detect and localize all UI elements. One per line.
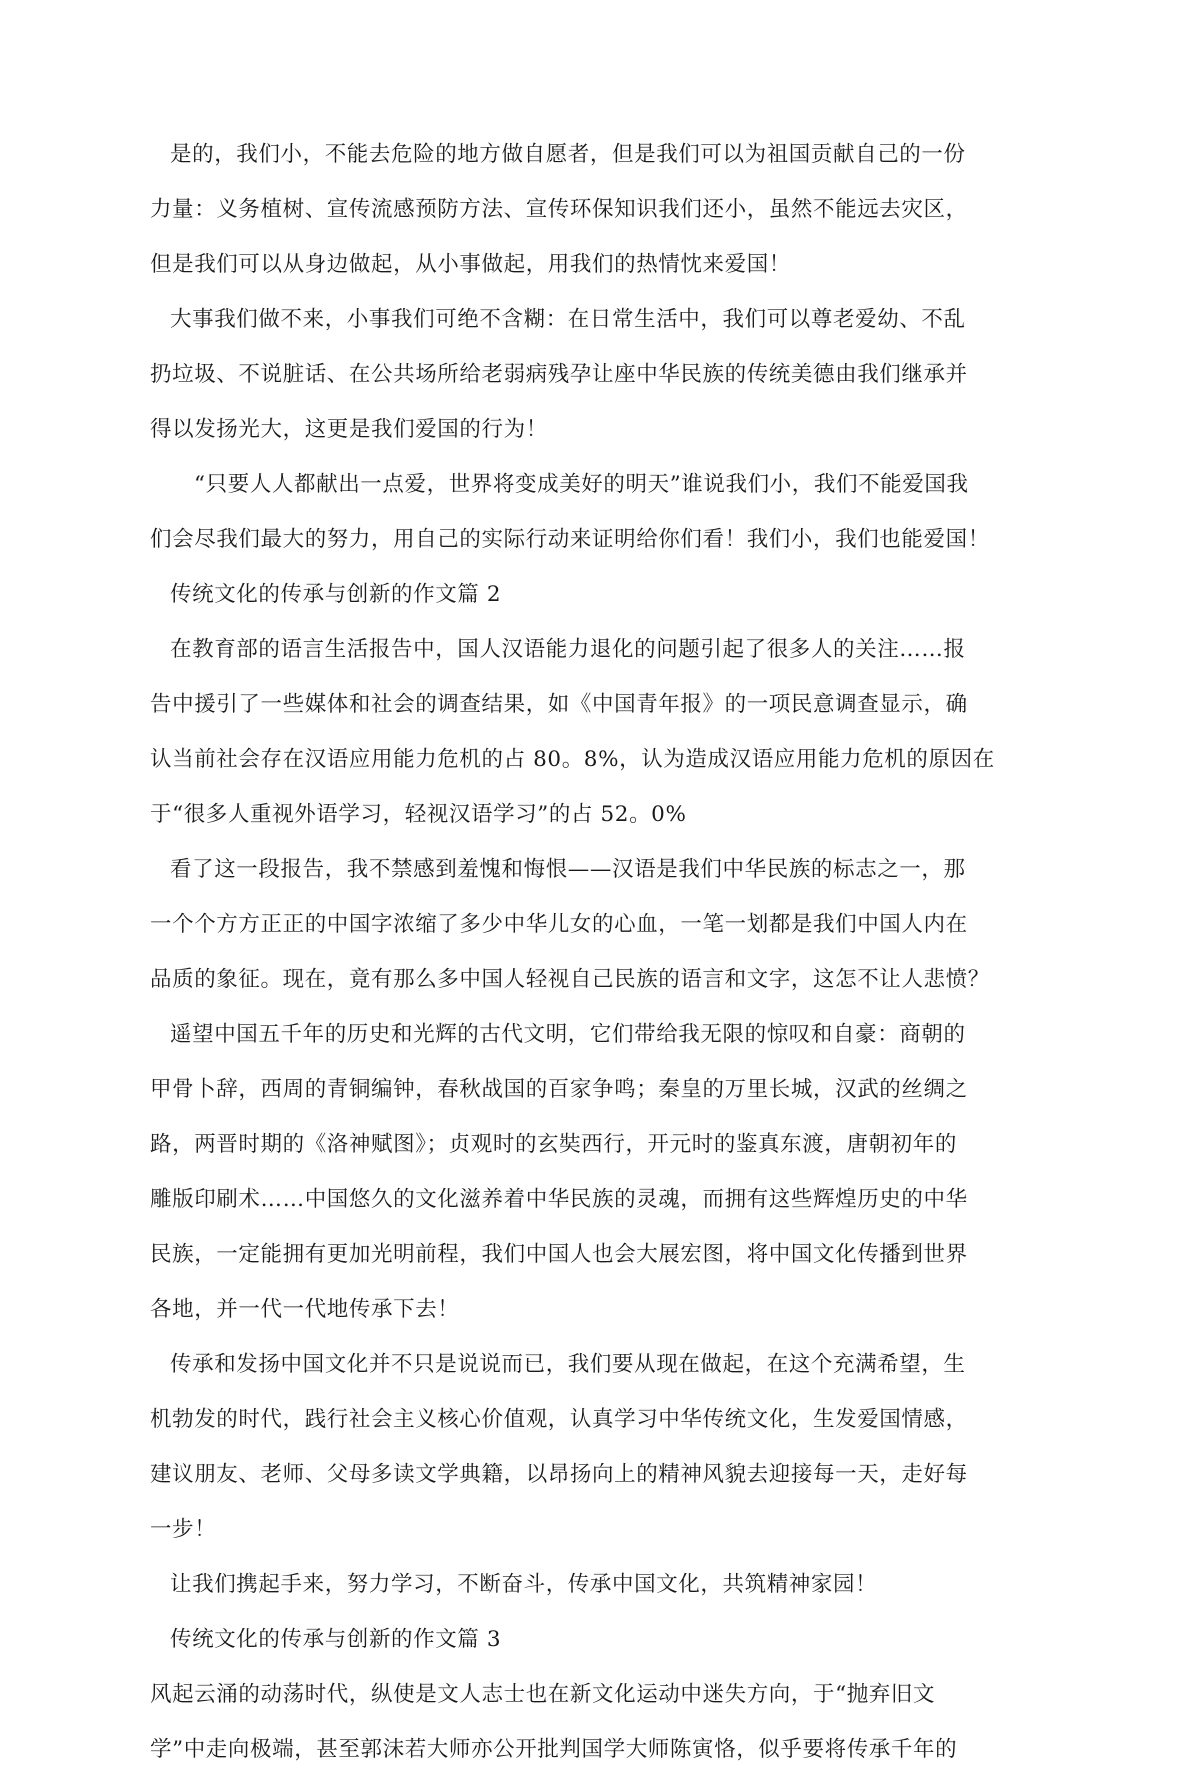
text-line: 雕版印刷术……中国悠久的文化滋养着中华民族的灵魂，而拥有这些辉煌历史的中华	[150, 1187, 968, 1212]
text-line: 大事我们做不来，小事我们可绝不含糊：在日常生活中，我们可以尊老爱幼、不乱	[170, 307, 966, 332]
section-heading: 传统文化的传承与创新的作文篇 2	[170, 582, 502, 607]
text-line: 传承和发扬中国文化并不只是说说而已，我们要从现在做起，在这个充满希望，生	[170, 1352, 966, 1377]
text-line: 遥望中国五千年的历史和光辉的古代文明，它们带给我无限的惊叹和自豪：商朝的	[170, 1022, 966, 1047]
body-text	[150, 134, 1050, 1784]
text-line: 一步！	[150, 1517, 217, 1542]
text-line: 看了这一段报告，我不禁感到羞愧和悔恨——汉语是我们中华民族的标志之一，那	[170, 857, 966, 882]
text-line: 学”中走向极端，甚至郭沫若大师亦公开批判国学大师陈寅恪，似乎要将传承千年的	[150, 1737, 958, 1762]
text-line: 品质的象征。现在，竟有那么多中国人轻视自己民族的语言和文字，这怎不让人悲愤？	[150, 967, 990, 992]
text-line: 认当前社会存在汉语应用能力危机的占 80。8%，认为造成汉语应用能力危机的原因在	[150, 747, 995, 772]
text-line: 一个个方方正正的中国字浓缩了多少中华儿女的心血，一笔一划都是我们中国人内在	[150, 912, 968, 937]
text-line: 路，两晋时期的《洛神赋图》；贞观时的玄奘西行，开元时的鉴真东渡，唐朝初年的	[150, 1132, 957, 1157]
text-line: 得以发扬光大，这更是我们爱国的行为！	[150, 417, 548, 442]
text-line: 扔垃圾、不说脏话、在公共场所给老弱病残孕让座中华民族的传统美德由我们继承并	[150, 362, 968, 387]
text-line: 但是我们可以从身边做起，从小事做起，用我们的热情忱来爱国！	[150, 252, 791, 277]
text-line: 于“很多人重视外语学习，轻视汉语学习”的占 52。0%	[150, 802, 687, 827]
text-line: 甲骨卜辞，西周的青铜编钟，春秋战国的百家争鸣；秦皇的万里长城，汉武的丝绸之	[150, 1077, 968, 1102]
text-line: 风起云涌的动荡时代，纵使是文人志士也在新文化运动中迷失方向，于“抛弃旧文	[150, 1682, 936, 1707]
text-line: 是的，我们小，不能去危险的地方做自愿者，但是我们可以为祖国贡献自己的一份	[170, 142, 966, 167]
text-line: 各地，并一代一代地传承下去！	[150, 1297, 460, 1322]
text-line: 在教育部的语言生活报告中，国人汉语能力退化的问题引起了很多人的关注……报	[170, 637, 966, 662]
text-line: 力量：义务植树、宣传流感预防方法、宣传环保知识我们还小，虽然不能远去灾区，	[150, 197, 968, 222]
text-line: 告中援引了一些媒体和社会的调查结果，如《中国青年报》的一项民意调查显示，确	[150, 692, 968, 717]
text-line: 们会尽我们最大的努力，用自己的实际行动来证明给你们看！我们小，我们也能爱国！	[150, 527, 990, 552]
text-line: 建议朋友、老师、父母多读文学典籍，以昂扬向上的精神风貌去迎接每一天，走好每	[150, 1462, 968, 1487]
text-line: “只要人人都献出一点爱，世界将变成美好的明天”谁说我们小，我们不能爱国我	[194, 472, 969, 497]
text-line: 让我们携起手来，努力学习，不断奋斗，传承中国文化，共筑精神家园！	[170, 1572, 878, 1597]
text-line: 机勃发的时代，践行社会主义核心价值观，认真学习中华传统文化，生发爱国情感，	[150, 1407, 968, 1432]
text-line: 民族，一定能拥有更加光明前程，我们中国人也会大展宏图，将中国文化传播到世界	[150, 1242, 968, 1267]
section-heading: 传统文化的传承与创新的作文篇 3	[170, 1627, 502, 1652]
